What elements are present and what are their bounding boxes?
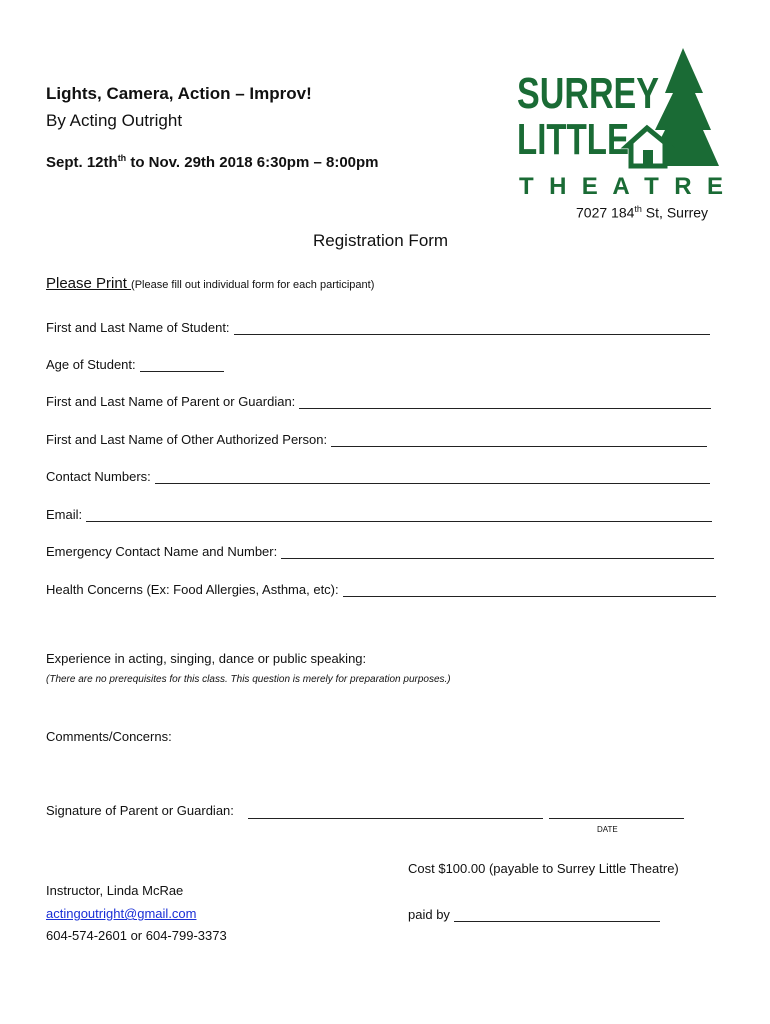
logo-surrey: SURREY <box>517 69 659 118</box>
student-name-label: First and Last Name of Student: <box>46 320 230 335</box>
health-concerns-label: Health Concerns (Ex: Food Allergies, Asthma, etc): <box>46 582 339 597</box>
instructor-name: Instructor, Linda McRae <box>46 883 184 898</box>
student-name-field[interactable] <box>46 315 710 335</box>
student-name-line[interactable] <box>234 320 710 335</box>
form-title: Registration Form <box>313 231 449 250</box>
logo-theatre: T H E A T R E <box>519 173 723 198</box>
student-age-field[interactable] <box>46 352 224 372</box>
comments-label: Comments/Concerns: <box>46 729 172 744</box>
theatre-address: 7027 184th St, Surrey <box>576 204 709 221</box>
logo-little: LITTLE <box>517 115 629 164</box>
email-field[interactable] <box>46 502 712 522</box>
cost-text: Cost $100.00 (payable to Surrey Little Theatre) <box>408 861 679 876</box>
health-concerns-line[interactable] <box>343 582 716 597</box>
instructor-email-link[interactable]: actingoutright@gmail.com <box>46 906 197 921</box>
emergency-contact-field[interactable] <box>46 539 714 559</box>
experience-question: Experience in acting, singing, dance or public speaking: <box>46 651 367 666</box>
guardian-name-label: First and Last Name of Parent or Guardian: <box>46 394 296 409</box>
student-age-line[interactable] <box>140 357 224 372</box>
instructor-phones: 604-574-2601 or 604-799-3373 <box>46 928 227 943</box>
contact-numbers-line[interactable] <box>155 469 710 484</box>
paid-by-field[interactable] <box>408 904 660 922</box>
authorized-person-label: First and Last Name of Other Authorized Person: <box>46 432 328 447</box>
signature-line[interactable] <box>248 818 543 819</box>
paid-by-label: paid by <box>408 907 450 922</box>
date-label: DATE <box>597 825 618 834</box>
signature-label: Signature of Parent or Guardian: <box>46 803 234 818</box>
authorized-person-line[interactable] <box>331 432 707 447</box>
student-age-label: Age of Student: <box>46 357 136 372</box>
authorized-person-field[interactable] <box>46 427 707 447</box>
paid-by-line[interactable] <box>454 907 660 922</box>
emergency-contact-line[interactable] <box>281 544 714 559</box>
class-title: Lights, Camera, Action – Improv! <box>46 84 312 103</box>
experience-note: (There are no prerequisites for this class. This question is merely for preparation purposes.) <box>46 674 451 685</box>
guardian-name-field[interactable] <box>46 389 711 409</box>
contact-numbers-label: Contact Numbers: <box>46 469 151 484</box>
class-dates: Sept. $12th^{th}$ to Nov. 29th 2018 6:30pm – 8:00pm <box>46 153 379 171</box>
date-line[interactable] <box>549 818 684 819</box>
guardian-name-line[interactable] <box>299 394 711 409</box>
health-concerns-field[interactable] <box>46 577 716 597</box>
emergency-contact-label: Emergency Contact Name and Number: <box>46 544 278 559</box>
contact-numbers-field[interactable] <box>46 464 710 484</box>
please-print-instruction: Please Print (Please fill out individual form for each participant) <box>46 275 375 292</box>
class-subtitle: By Acting Outright <box>46 111 183 130</box>
email-line[interactable] <box>86 507 712 522</box>
surrey-little-theatre-logo <box>515 48 727 198</box>
email-label: Email: <box>46 507 83 522</box>
